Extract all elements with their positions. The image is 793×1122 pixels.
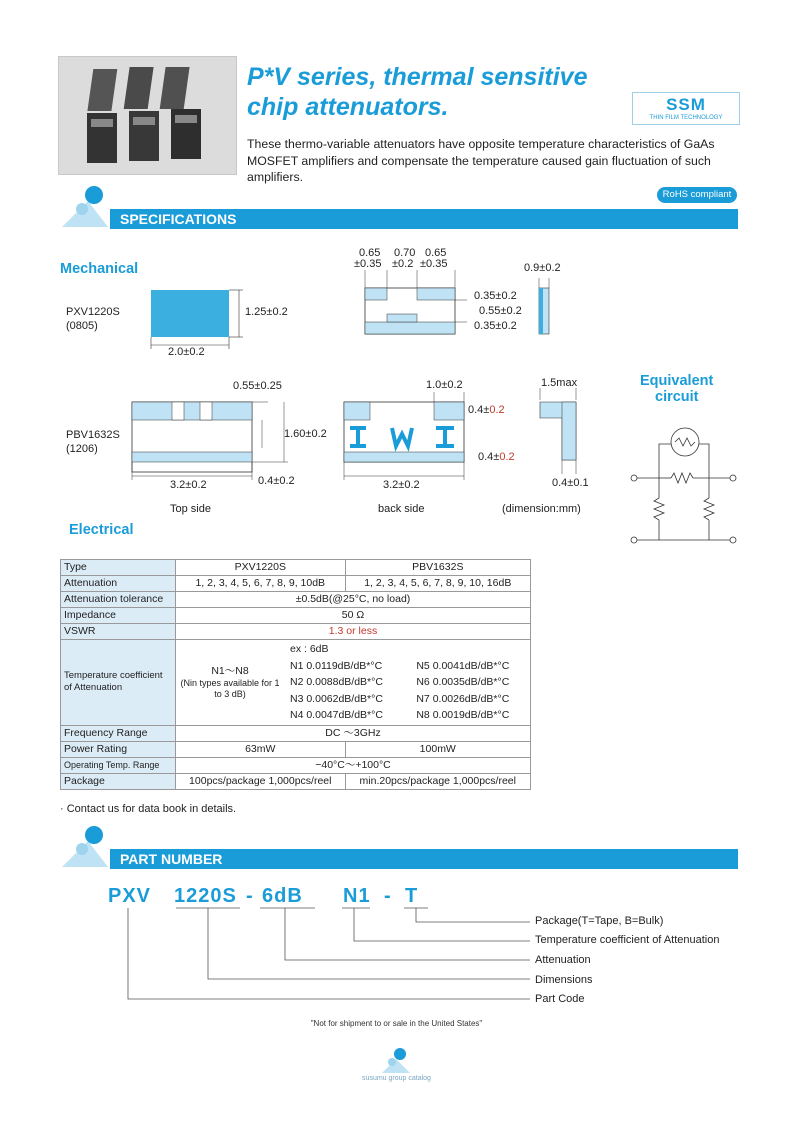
part-number-leader-lines <box>120 906 540 1006</box>
catalog-label: susumu group catalog <box>362 1075 431 1082</box>
page-title <box>247 62 677 122</box>
pbv-size: (1206) <box>66 443 98 455</box>
table-row <box>61 592 531 608</box>
pwr-b: 100mW <box>345 741 530 757</box>
imp-value: 50 Ω <box>176 608 531 624</box>
att-a: 1, 2, 3, 4, 5, 6, 7, 8, 9, 10dB <box>176 576 346 592</box>
pn-coef: N1 <box>343 885 371 907</box>
freq-label: Frequency Range <box>61 725 176 741</box>
coef-row <box>290 674 509 691</box>
coef-type-left: N3 <box>290 692 307 705</box>
pxv-back-view <box>355 270 475 340</box>
mechanical-heading: Mechanical <box>60 261 139 277</box>
coef-value-right: 0.0026dB/dB*°C <box>432 692 510 705</box>
equivalent-circuit-heading-2: circuit <box>655 389 699 405</box>
caption-back-side: back side <box>378 503 425 515</box>
pxv-r3: 0.35±0.2 <box>474 320 517 332</box>
coef-type-right: N6 <box>416 676 433 688</box>
pn-label-pkg: Package(T=Tape, B=Bulk) <box>535 915 664 927</box>
vswr-label: VSWR <box>61 624 176 640</box>
pn-label-coef: Temperature coefficient of Attenuation <box>535 934 720 946</box>
coef-row <box>290 707 509 724</box>
vswr-value: 1.3 or less <box>176 624 531 640</box>
pn-label-dims: Dimensions <box>535 974 593 986</box>
pxv-top3b: ±0.35 <box>420 258 448 270</box>
table-row <box>61 741 531 757</box>
electrical-heading: Electrical <box>69 522 134 538</box>
table-row <box>61 560 531 576</box>
table-row <box>61 624 531 640</box>
intro-paragraph: These thermo-variable attenuators have opposite temperature characteristics of GaAs MOSFET amplifiers and compensate the temperature caused gain fluctuation of such amplifiers. <box>247 137 715 184</box>
coef-row <box>290 658 509 675</box>
equivalent-circuit-diagram <box>627 420 742 548</box>
pxv-height-dim: 1.25±0.2 <box>245 306 288 318</box>
pbv-label: PBV1632S <box>66 429 120 441</box>
pbv-height-dim: 1.60±0.2 <box>284 428 327 440</box>
catalog-logo-icon <box>380 1045 414 1075</box>
pbv-side-bottom-dim: 0.4±0.1 <box>552 477 589 489</box>
coef-label: Temperature coefficient of Attenuation <box>61 640 176 726</box>
coef-value-right: 0.0041dB/dB*°C <box>432 659 510 672</box>
product-photo <box>58 56 237 175</box>
coef-value-left: 0.0088dB/dB*°C <box>306 676 383 688</box>
pn-pkg: T <box>405 885 419 907</box>
table-row <box>61 725 531 741</box>
coef-value-right: 0.0019dB/dB*°C <box>432 709 510 721</box>
coef-value-right: 0.0035dB/dB*°C <box>432 676 510 688</box>
coef-type-left: N4 <box>290 709 307 721</box>
pxv-top3: 0.65 <box>425 247 447 259</box>
pxv-r1: 0.35±0.2 <box>474 290 517 302</box>
coef-type-right: N5 <box>416 659 433 672</box>
pkg-a: 100pcs/package 1,000pcs/reel <box>176 773 346 789</box>
coef-note: (Nin types available for 1 to 3 dB) <box>180 678 280 700</box>
pbv-top-dim: 0.55±0.25 <box>233 380 282 392</box>
op-value: −40°C～+100°C <box>176 757 531 773</box>
table-row <box>61 640 531 726</box>
caption-top-side: Top side <box>170 503 211 515</box>
type-label: Type <box>61 560 176 576</box>
coef-example: ex : 6dB <box>290 643 329 655</box>
pbv-top-view <box>128 392 293 484</box>
pxv-label: PXV1220S <box>66 306 120 318</box>
section-bullet-icon <box>60 183 110 228</box>
table-row <box>61 576 531 592</box>
coef-type-left: N2 <box>290 676 307 688</box>
pwr-a: 63mW <box>176 741 346 757</box>
pn-label-code: Part Code <box>535 993 585 1005</box>
coef-value-left: 0.0047dB/dB*°C <box>306 709 383 721</box>
freq-value: DC ～3GHz <box>176 725 531 741</box>
att-label: Attenuation <box>61 576 176 592</box>
pxv-r2: 0.55±0.2 <box>479 305 522 317</box>
logo-text: SSM <box>666 95 706 114</box>
pkg-b: min.20pcs/package 1,000pcs/reel <box>345 773 530 789</box>
pn-dash-1: - <box>246 885 254 907</box>
imp-label: Impedance <box>61 608 176 624</box>
pxv-top2b: ±0.2 <box>392 258 414 270</box>
table-row <box>61 608 531 624</box>
coef-type-right: N7 <box>416 692 433 705</box>
logo-subtext: THIN FILM TECHNOLOGY <box>649 115 723 121</box>
pbv-back-top-dim: 1.0±0.2 <box>426 379 463 391</box>
att-b: 1, 2, 3, 4, 5, 6, 7, 8, 9, 10, 16dB <box>345 576 530 592</box>
pbv-term-dim: 0.4±0.2 <box>258 475 295 487</box>
electrical-spec-table <box>60 559 531 790</box>
caption-dimension: (dimension:mm) <box>502 503 581 515</box>
shipment-note: "Not for shipment to or sale in the United States" <box>310 1019 483 1028</box>
pxv-width-dim: 2.0±0.2 <box>168 346 205 358</box>
pxv-top1: 0.65 <box>359 247 381 259</box>
pn-dash-2: - <box>384 885 392 907</box>
pbv-back-width-dim: 3.2±0.2 <box>383 479 420 491</box>
pbv-side-view <box>536 388 586 483</box>
type-a: PXV1220S <box>176 560 346 576</box>
pbv-width-dim: 3.2±0.2 <box>170 479 207 491</box>
equivalent-circuit-heading-1: Equivalent <box>640 373 714 389</box>
pn-label-att: Attenuation <box>535 954 591 966</box>
op-label: Operating Temp. Range <box>61 757 176 773</box>
title-line-1: P*V series, thermal sensitive <box>247 63 588 91</box>
coef-row <box>290 691 509 708</box>
contact-note: · Contact us for data book in details. <box>60 803 237 815</box>
tol-value: ±0.5dB(@25°C, no load) <box>176 592 531 608</box>
section-bullet-icon <box>60 823 110 868</box>
type-b: PBV1632S <box>345 560 530 576</box>
coef-value-left: 0.0062dB/dB*°C <box>306 692 383 705</box>
ssm-logo <box>632 92 740 125</box>
pxv-top2: 0.70 <box>394 247 416 259</box>
pbv-back-view <box>340 392 470 484</box>
tol-label: Attenuation tolerance <box>61 592 176 608</box>
specifications-bar: SPECIFICATIONS <box>110 209 738 229</box>
pxv-side-view <box>535 278 555 338</box>
coef-rows <box>290 658 509 724</box>
pbv-side-top-dim: 1.5max <box>541 377 578 389</box>
pbv-back-r2: 0.4±0.2 <box>478 451 515 463</box>
pwr-label: Power Rating <box>61 741 176 757</box>
pn-dims: 1220S <box>174 885 237 907</box>
coef-value-left: 0.0119dB/dB*°C <box>306 659 383 672</box>
table-row <box>61 757 531 773</box>
coef-type-left: N1 <box>290 659 307 672</box>
rohs-badge: RoHS compliant <box>657 187 737 203</box>
pn-code: PXV <box>108 885 152 907</box>
pxv-top1b: ±0.35 <box>354 258 382 270</box>
part-number-bar: PART NUMBER <box>110 849 738 869</box>
pxv-thickness: 0.9±0.2 <box>524 262 561 274</box>
pkg-label: Package <box>61 773 176 789</box>
pbv-back-r1: 0.4±0.2 <box>468 404 505 416</box>
table-row <box>61 773 531 789</box>
coef-type-right: N8 <box>416 709 433 721</box>
coef-range: N1～N8 <box>211 665 249 678</box>
pn-att: 6dB <box>262 885 303 907</box>
pxv-size: (0805) <box>66 320 98 332</box>
title-line-2: chip attenuators. <box>247 93 449 121</box>
